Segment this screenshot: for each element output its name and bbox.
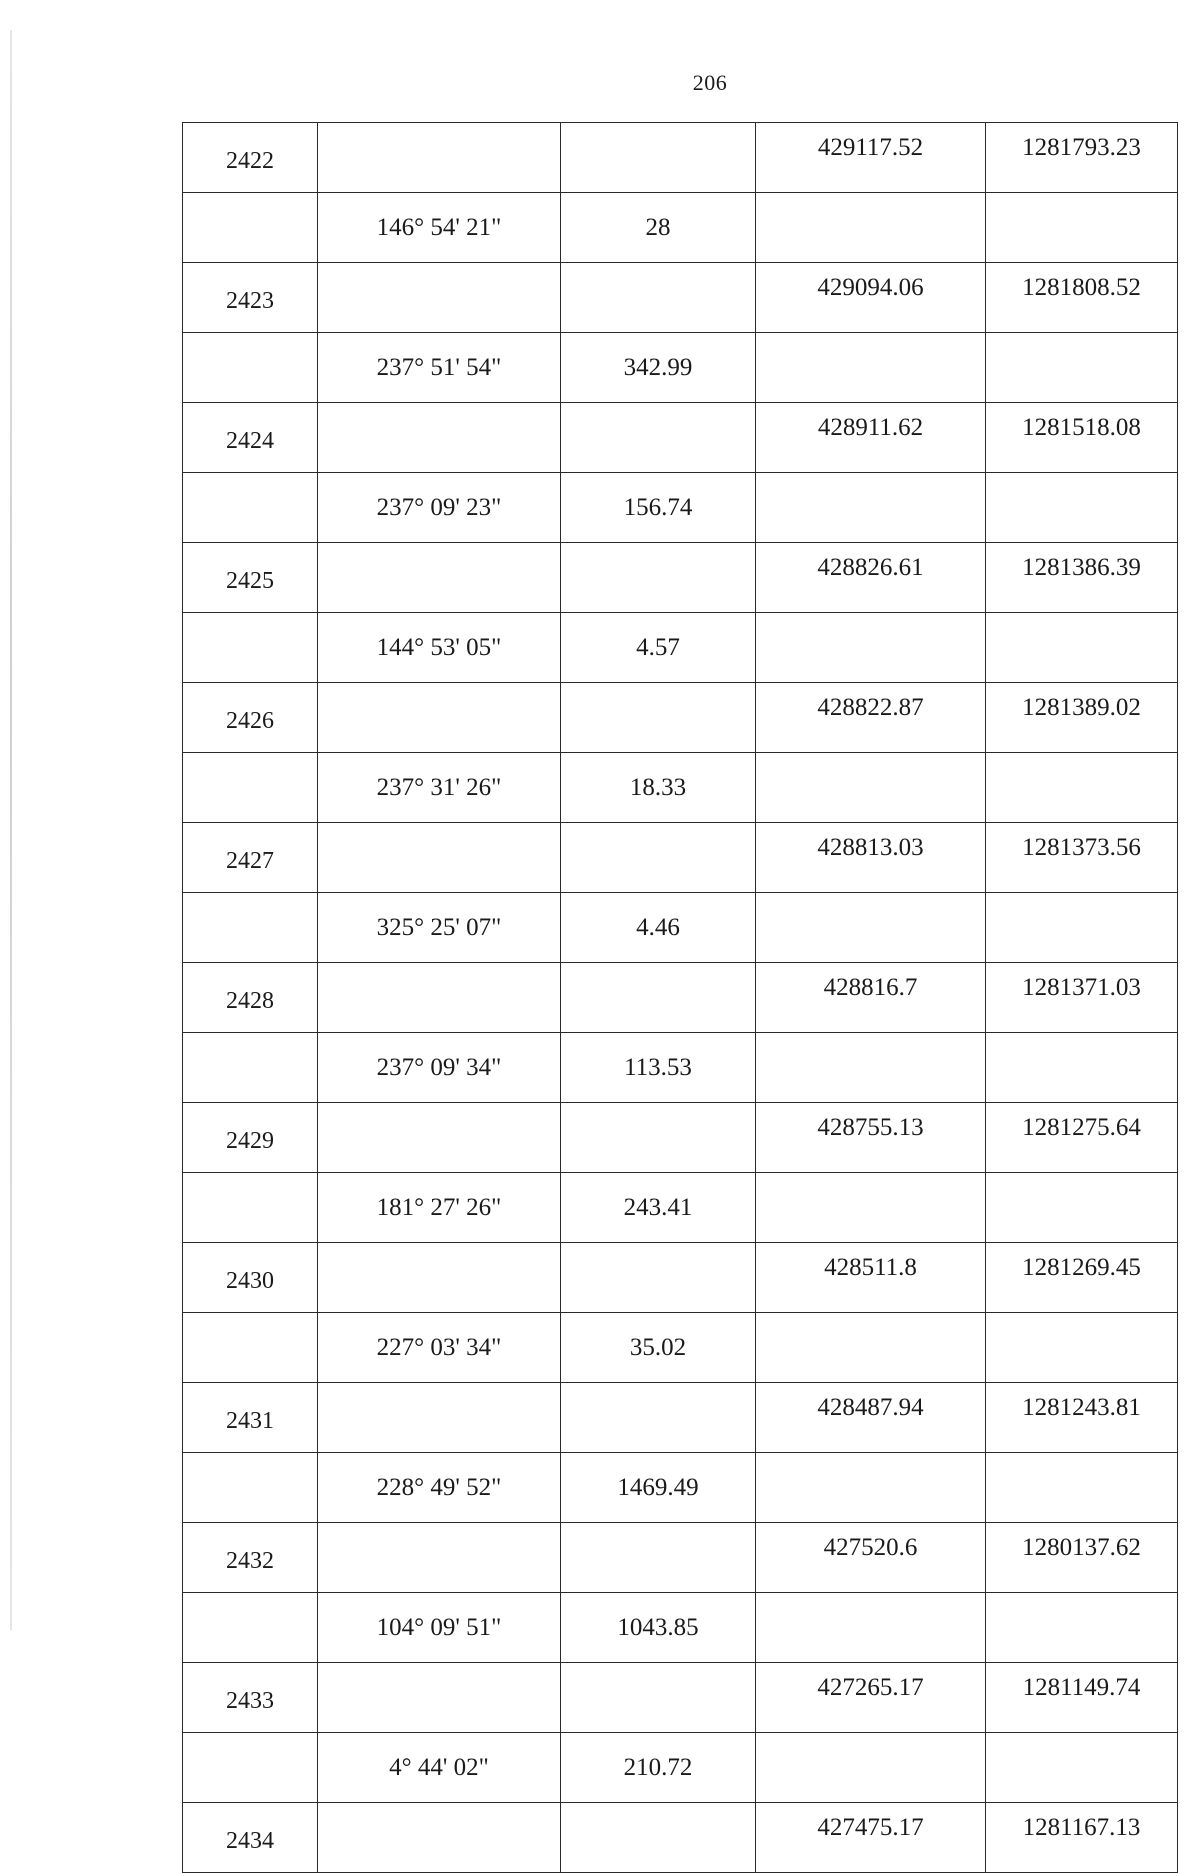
traverse-leg-row (183, 1453, 1178, 1523)
northing-cell (986, 1313, 1178, 1383)
station-cell (183, 1733, 318, 1803)
traverse-leg-row (183, 1173, 1178, 1243)
station-cell: 2433 (183, 1663, 318, 1733)
northing-cell: 1281149.74 (986, 1663, 1178, 1733)
northing-cell: 1281167.13 (986, 1803, 1178, 1873)
distance-cell (561, 1383, 756, 1453)
station-cell (183, 1033, 318, 1103)
station-cell (183, 1453, 318, 1523)
easting-cell: 427520.6 (756, 1523, 986, 1593)
survey-coordinates-table (182, 122, 1178, 1873)
northing-cell (986, 1173, 1178, 1243)
station-cell (183, 613, 318, 683)
northing-cell: 1281808.52 (986, 263, 1178, 333)
northing-cell (986, 613, 1178, 683)
bearing-cell: 325° 25' 07" (318, 893, 561, 963)
distance-cell: 35.02 (561, 1313, 756, 1383)
distance-cell: 1469.49 (561, 1453, 756, 1523)
bearing-cell (318, 263, 561, 333)
station-cell: 2429 (183, 1103, 318, 1173)
traverse-leg-row (183, 893, 1178, 963)
easting-cell (756, 1313, 986, 1383)
distance-cell (561, 1243, 756, 1313)
distance-cell (561, 123, 756, 193)
bearing-cell: 227° 03' 34" (318, 1313, 561, 1383)
easting-cell: 428755.13 (756, 1103, 986, 1173)
bearing-cell (318, 1243, 561, 1313)
distance-cell: 4.46 (561, 893, 756, 963)
distance-cell (561, 1523, 756, 1593)
easting-cell (756, 193, 986, 263)
bearing-cell (318, 1803, 561, 1873)
distance-cell: 28 (561, 193, 756, 263)
bearing-cell: 237° 09' 34" (318, 1033, 561, 1103)
distance-cell: 18.33 (561, 753, 756, 823)
distance-cell: 113.53 (561, 1033, 756, 1103)
bearing-cell: 104° 09' 51" (318, 1593, 561, 1663)
station-cell (183, 1313, 318, 1383)
easting-cell (756, 473, 986, 543)
easting-cell: 428511.8 (756, 1243, 986, 1313)
table-body (183, 123, 1178, 1873)
easting-cell: 428813.03 (756, 823, 986, 893)
northing-cell: 1281386.39 (986, 543, 1178, 613)
station-cell: 2434 (183, 1803, 318, 1873)
easting-cell: 428816.7 (756, 963, 986, 1033)
station-row (183, 123, 1178, 193)
distance-cell (561, 403, 756, 473)
easting-cell (756, 1593, 986, 1663)
station-cell (183, 333, 318, 403)
northing-cell (986, 893, 1178, 963)
station-row (183, 683, 1178, 753)
easting-cell (756, 613, 986, 683)
northing-cell (986, 473, 1178, 543)
bearing-cell: 4° 44' 02" (318, 1733, 561, 1803)
bearing-cell (318, 1383, 561, 1453)
distance-cell (561, 823, 756, 893)
bearing-cell (318, 1523, 561, 1593)
station-cell: 2426 (183, 683, 318, 753)
bearing-cell: 237° 51' 54" (318, 333, 561, 403)
bearing-cell (318, 963, 561, 1033)
station-row (183, 1663, 1178, 1733)
northing-cell: 1281373.56 (986, 823, 1178, 893)
bearing-cell: 181° 27' 26" (318, 1173, 561, 1243)
distance-cell (561, 1803, 756, 1873)
bearing-cell: 146° 54' 21" (318, 193, 561, 263)
distance-cell: 156.74 (561, 473, 756, 543)
bearing-cell (318, 1103, 561, 1173)
bearing-cell (318, 823, 561, 893)
distance-cell: 243.41 (561, 1173, 756, 1243)
station-row (183, 823, 1178, 893)
easting-cell: 428822.87 (756, 683, 986, 753)
page-number: 206 (692, 70, 728, 95)
northing-cell (986, 1733, 1178, 1803)
easting-cell (756, 1033, 986, 1103)
distance-cell: 1043.85 (561, 1593, 756, 1663)
station-cell: 2432 (183, 1523, 318, 1593)
station-row (183, 1803, 1178, 1873)
distance-cell (561, 1663, 756, 1733)
station-row (183, 403, 1178, 473)
station-cell (183, 193, 318, 263)
station-cell: 2431 (183, 1383, 318, 1453)
easting-cell (756, 1173, 986, 1243)
easting-cell: 428487.94 (756, 1383, 986, 1453)
station-cell (183, 1593, 318, 1663)
distance-cell (561, 963, 756, 1033)
easting-cell: 427265.17 (756, 1663, 986, 1733)
traverse-leg-row (183, 753, 1178, 823)
northing-cell: 1281243.81 (986, 1383, 1178, 1453)
distance-cell (561, 543, 756, 613)
northing-cell (986, 1453, 1178, 1523)
northing-cell (986, 753, 1178, 823)
northing-cell (986, 193, 1178, 263)
northing-cell: 1280137.62 (986, 1523, 1178, 1593)
traverse-leg-row (183, 1593, 1178, 1663)
easting-cell (756, 1453, 986, 1523)
station-cell: 2428 (183, 963, 318, 1033)
binding-edge (10, 30, 12, 1630)
northing-cell: 1281275.64 (986, 1103, 1178, 1173)
distance-cell (561, 683, 756, 753)
station-cell: 2422 (183, 123, 318, 193)
northing-cell (986, 1033, 1178, 1103)
station-cell (183, 893, 318, 963)
station-cell (183, 473, 318, 543)
distance-cell: 4.57 (561, 613, 756, 683)
distance-cell (561, 263, 756, 333)
station-cell: 2424 (183, 403, 318, 473)
bearing-cell: 228° 49' 52" (318, 1453, 561, 1523)
northing-cell (986, 1593, 1178, 1663)
distance-cell (561, 1103, 756, 1173)
station-cell: 2425 (183, 543, 318, 613)
station-cell: 2423 (183, 263, 318, 333)
bearing-cell: 237° 31' 26" (318, 753, 561, 823)
easting-cell: 428826.61 (756, 543, 986, 613)
easting-cell: 427475.17 (756, 1803, 986, 1873)
station-row (183, 1383, 1178, 1453)
station-cell: 2430 (183, 1243, 318, 1313)
station-cell (183, 1173, 318, 1243)
distance-cell: 210.72 (561, 1733, 756, 1803)
traverse-leg-row (183, 193, 1178, 263)
easting-cell (756, 893, 986, 963)
northing-cell: 1281389.02 (986, 683, 1178, 753)
station-cell: 2427 (183, 823, 318, 893)
northing-cell: 1281269.45 (986, 1243, 1178, 1313)
traverse-leg-row (183, 613, 1178, 683)
station-row (183, 1243, 1178, 1313)
northing-cell (986, 333, 1178, 403)
station-row (183, 543, 1178, 613)
northing-cell: 1281518.08 (986, 403, 1178, 473)
station-row (183, 263, 1178, 333)
station-row (183, 1523, 1178, 1593)
traverse-leg-row (183, 473, 1178, 543)
traverse-leg-row (183, 1033, 1178, 1103)
northing-cell: 1281793.23 (986, 123, 1178, 193)
easting-cell: 428911.62 (756, 403, 986, 473)
easting-cell (756, 1733, 986, 1803)
traverse-leg-row (183, 333, 1178, 403)
station-row (183, 963, 1178, 1033)
bearing-cell: 237° 09' 23" (318, 473, 561, 543)
bearing-cell (318, 683, 561, 753)
bearing-cell (318, 1663, 561, 1733)
bearing-cell: 144° 53' 05" (318, 613, 561, 683)
easting-cell (756, 753, 986, 823)
bearing-cell (318, 543, 561, 613)
traverse-leg-row (183, 1733, 1178, 1803)
northing-cell: 1281371.03 (986, 963, 1178, 1033)
bearing-cell (318, 123, 561, 193)
traverse-leg-row (183, 1313, 1178, 1383)
station-cell (183, 753, 318, 823)
easting-cell (756, 333, 986, 403)
distance-cell: 342.99 (561, 333, 756, 403)
easting-cell: 429117.52 (756, 123, 986, 193)
station-row (183, 1103, 1178, 1173)
bearing-cell (318, 403, 561, 473)
easting-cell: 429094.06 (756, 263, 986, 333)
